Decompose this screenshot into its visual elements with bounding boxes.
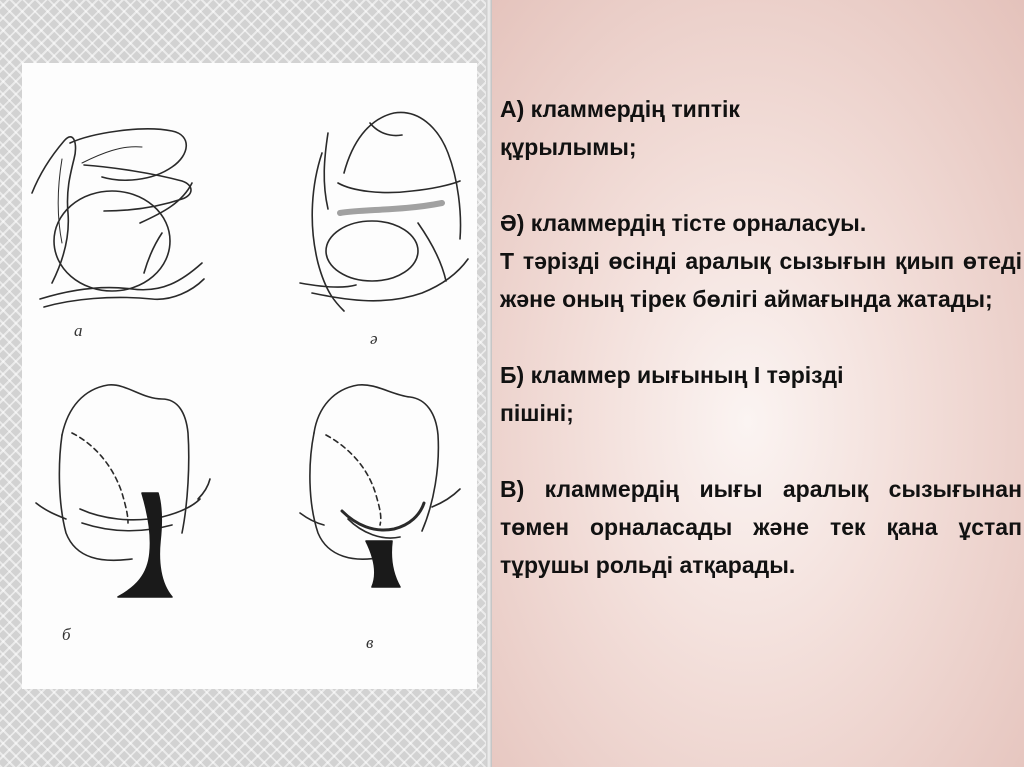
paragraph-b-line2: пішіні; [500, 400, 574, 426]
clasp-drawings [22, 63, 477, 689]
drawing-ae [300, 112, 468, 311]
paragraph-b [500, 356, 1022, 432]
description-text [500, 90, 1022, 584]
paragraph-ae-body: Т тәрізді өсінді аралық сызығын қиып өтеді және оның тірек бөлігі аймағында жатады; [500, 248, 1022, 312]
label-v: в [366, 633, 374, 652]
paragraph-a [500, 90, 1022, 166]
drawing-b [36, 385, 210, 597]
drawing-v [300, 385, 460, 587]
label-ae: ә [370, 329, 378, 348]
paragraph-ae-line1: Ә) кламмердің тісте орналасуы. [500, 210, 867, 236]
paragraph-b-line1: Б) кламмер иығының І тәрізді [500, 362, 844, 388]
paragraph-a-line1: А) кламмердің типтік [500, 96, 740, 122]
label-a: а [74, 321, 83, 340]
paragraph-v [500, 470, 1022, 584]
paragraph-ae [500, 204, 1022, 318]
clasp-illustration [22, 63, 477, 689]
drawing-a [32, 129, 204, 307]
paragraph-v-body: В) кламмердің иығы аралық сызығынан төмен орналасады және тек қана ұстап тұрушы рольді атқарады. [500, 476, 1022, 578]
paragraph-a-line2: құрылымы; [500, 134, 637, 160]
label-b: б [62, 625, 71, 644]
